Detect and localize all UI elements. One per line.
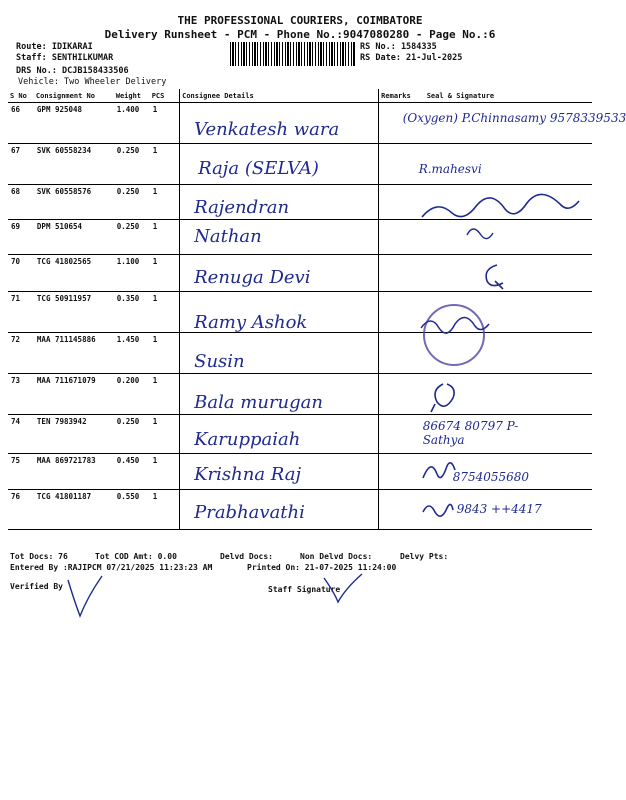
row-consignee-handwritten: Krishna Raj (194, 464, 302, 485)
verified-by-label: Verified By (10, 582, 63, 591)
table-row (8, 255, 592, 292)
signature-scribble-icon (417, 187, 587, 247)
row-consignee-handwritten: Prabhavathi (194, 502, 305, 523)
drs-number: DRS No.: DCJB158433506 (16, 66, 129, 76)
total-docs: Tot Docs: 76 (10, 552, 68, 561)
row-signature-note: (Oxygen) P.Chinnasamy 9578339533 (402, 111, 626, 125)
table-header-row (8, 89, 592, 103)
table-row (8, 415, 592, 454)
row-consignee-handwritten: Bala murugan (194, 392, 323, 413)
table-row (8, 333, 592, 374)
row-pcs: 1 (150, 144, 180, 185)
runsheet-table (8, 89, 626, 530)
table-row (8, 490, 592, 530)
row-weight: 0.450 (114, 454, 150, 490)
company-title: THE PROFESSIONAL COURIERS, COIMBATORE (177, 14, 423, 27)
row-consignee-handwritten: Ramy Ashok (194, 312, 308, 333)
staff-label: Staff: SENTHILKUMAR (16, 53, 114, 63)
row-pcs: 1 (150, 292, 180, 333)
row-consignment-no: SVK 60558234 (34, 144, 114, 185)
total-cod-amount: Tot COD Amt: 0.00 (95, 552, 177, 561)
col-remarks: Remarks (379, 89, 413, 103)
row-pcs: 1 (150, 220, 180, 255)
barcode-image (230, 42, 355, 66)
row-weight: 1.450 (114, 333, 150, 374)
row-consignee-handwritten: Venkatesh wara (194, 119, 340, 140)
row-consignee-handwritten: Nathan (194, 226, 262, 247)
row-consignment-no: GPM 925048 (34, 103, 114, 144)
col-consignment: Consignment No (34, 89, 114, 103)
row-weight: 0.250 (114, 144, 150, 185)
signature-mark-icon (475, 261, 515, 291)
table-row (8, 185, 592, 220)
row-pcs: 1 (150, 415, 180, 454)
row-sno: 72 (8, 333, 34, 374)
row-consignment-no: TCG 41802565 (34, 255, 114, 292)
verifier-signature-icon (60, 570, 110, 620)
col-pcs: PCS (150, 89, 180, 103)
row-consignment-no: TEN 7983942 (34, 415, 114, 454)
signature-mark-icon (423, 378, 463, 414)
row-sno: 75 (8, 454, 34, 490)
row-sno: 66 (8, 103, 34, 144)
row-sno: 76 (8, 490, 34, 530)
row-signature-note: R.mahesvi (418, 162, 482, 176)
row-consignment-no: TCG 41801187 (34, 490, 114, 530)
entered-by: Entered By :RAJIPCM 07/21/2025 11:23:23 AM (10, 563, 213, 572)
table-row (8, 454, 592, 490)
row-consignee-handwritten: Rajendran (194, 197, 290, 218)
row-signature-note: 86674 80797 P-Sathya (422, 419, 519, 447)
row-consignment-no: DPM 510654 (34, 220, 114, 255)
row-pcs: 1 (150, 255, 180, 292)
rs-date: RS Date: 21-Jul-2025 (360, 53, 463, 63)
row-pcs: 1 (150, 103, 180, 144)
row-consignment-no: MAA 711145886 (34, 333, 114, 374)
row-weight: 0.250 (114, 185, 150, 220)
non-delivered-docs: Non Delvd Docs: (300, 552, 373, 561)
col-consignee: Consignee Details (180, 89, 379, 103)
runsheet-subtitle: Delivery Runsheet - PCM - Phone No.:9047080280 - Page No.:6 (104, 28, 496, 41)
row-consignee-handwritten: Renuga Devi (194, 267, 311, 288)
signature-scribble-icon (417, 310, 497, 340)
row-sno: 73 (8, 374, 34, 415)
row-weight: 0.350 (114, 292, 150, 333)
table-row (8, 103, 592, 144)
row-consignee-handwritten: Raja (SELVA) (198, 158, 319, 179)
table-row (8, 374, 592, 415)
row-weight: 0.250 (114, 220, 150, 255)
row-signature-note: 9843 ++4417 (456, 502, 542, 516)
printed-on: Printed On: 21-07-2025 11:24:00 (247, 563, 397, 572)
row-pcs: 1 (150, 490, 180, 530)
row-weight: 0.550 (114, 490, 150, 530)
delivered-docs: Delvd Docs: (220, 552, 273, 561)
row-pcs: 1 (150, 185, 180, 220)
row-pcs: 1 (150, 374, 180, 415)
row-pcs: 1 (150, 454, 180, 490)
staff-signature-label: Staff Signature (268, 585, 341, 594)
row-weight: 1.100 (114, 255, 150, 292)
row-consignment-no: SVK 60558576 (34, 185, 114, 220)
row-weight: 1.400 (114, 103, 150, 144)
route-label: Route: IDIKARAI (16, 42, 93, 52)
row-sno: 71 (8, 292, 34, 333)
row-sno: 69 (8, 220, 34, 255)
row-pcs: 1 (150, 333, 180, 374)
row-sno: 67 (8, 144, 34, 185)
row-signature-note: 8754055680 (452, 470, 530, 484)
row-sno: 74 (8, 415, 34, 454)
col-sno: S No (8, 89, 34, 103)
signature-scribble-icon (419, 496, 455, 522)
row-consignee-handwritten: Susin (194, 351, 245, 372)
table-row (8, 144, 592, 185)
vehicle-label: Vehicle: Two Wheeler Delivery (18, 77, 167, 87)
row-weight: 0.200 (114, 374, 150, 415)
row-sno: 70 (8, 255, 34, 292)
row-weight: 0.250 (114, 415, 150, 454)
staff-signature-icon (318, 572, 368, 612)
row-consignment-no: MAA 869721783 (34, 454, 114, 490)
row-consignee-handwritten: Karuppaiah (194, 429, 301, 450)
row-consignment-no: TCG 50911957 (34, 292, 114, 333)
col-weight: Weight (114, 89, 150, 103)
delivery-points: Delvy Pts: (400, 552, 449, 561)
row-consignment-no: MAA 711671079 (34, 374, 114, 415)
table-row (8, 292, 592, 333)
col-seal-signature: Seal & Signature (413, 89, 592, 103)
rs-number: RS No.: 1584335 (360, 42, 437, 52)
row-sno: 68 (8, 185, 34, 220)
